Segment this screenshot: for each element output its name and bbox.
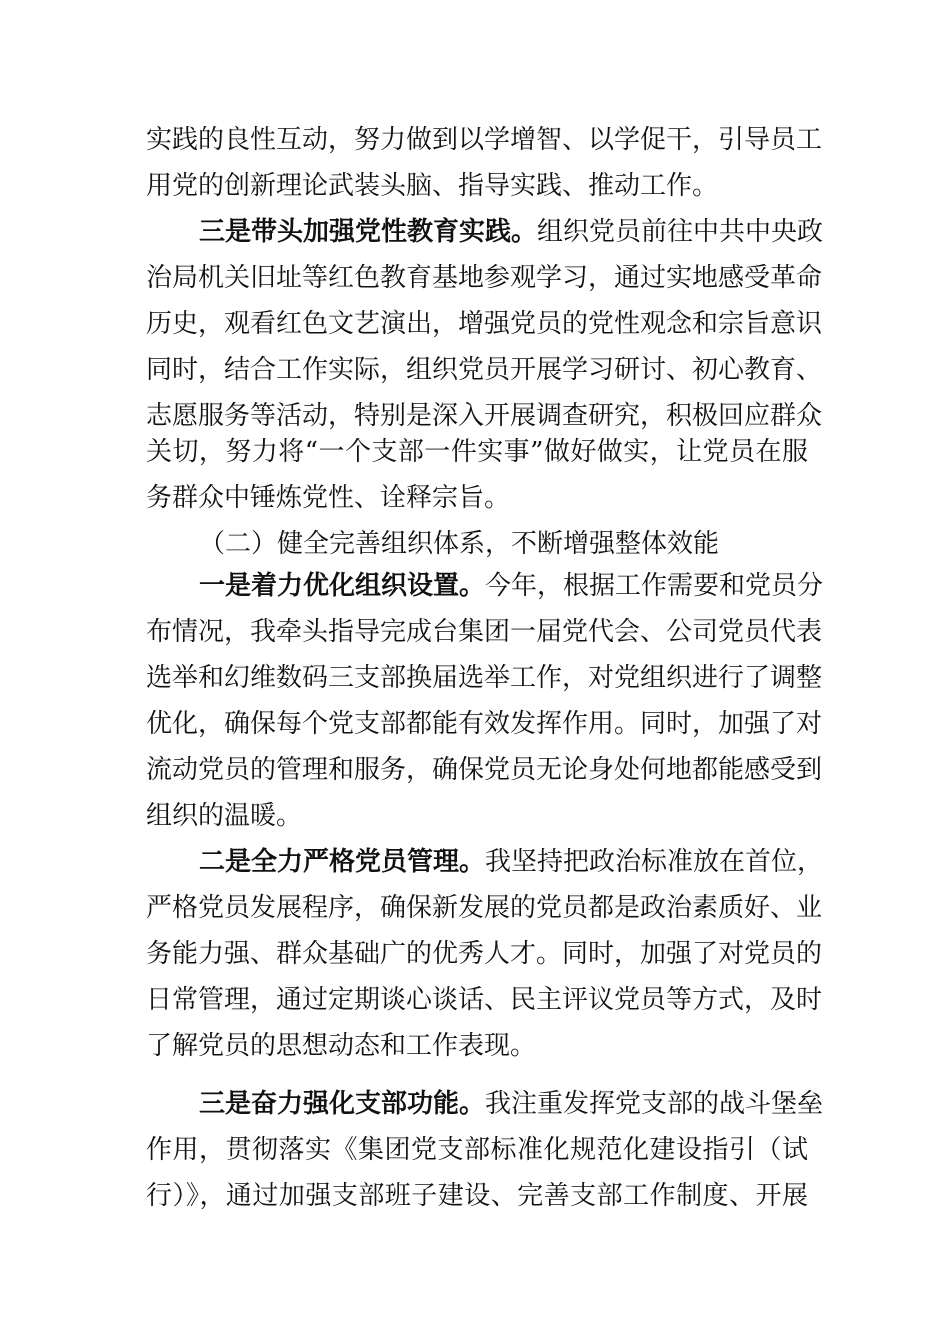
text-line: 实践的良性互动，努力做到以学增智、以学促干，引导员工 (146, 125, 823, 155)
text-line: 治局机关旧址等红色教育基地参观学习，通过实地感受革命 (146, 263, 823, 293)
text-line: 行）》，通过加强支部班子建设、完善支部工作制度、开展 (146, 1181, 808, 1211)
paragraph-lead-bold: 三是带头加强党性教育实践。 (199, 217, 538, 247)
text-line: 了解党员的思想动态和工作表现。 (146, 1031, 537, 1061)
text-line: 选举和幻维数码三支部换届选举工作，对党组织进行了调整 (146, 663, 823, 693)
text-line: 历史，观看红色文艺演出，增强党员的党性观念和宗旨意识 (146, 309, 823, 339)
text-line: 作用，贯彻落实《集团党支部标准化规范化建设指引（试 (146, 1135, 808, 1165)
text-run: 组织党员前往中共中央政 (537, 217, 824, 247)
text-line: 组织的温暖。 (146, 801, 303, 831)
text-line: 日常管理，通过定期谈心谈话、民主评议党员等方式，及时 (146, 985, 823, 1015)
text-line: 优化，确保每个党支部都能有效发挥作用。同时，加强了对 (146, 709, 823, 739)
text-run: 我注重发挥党支部的战斗堡垒 (485, 1089, 824, 1119)
paragraph-lead-bold: 三是奋力强化支部功能。 (199, 1089, 486, 1119)
paragraph-first-line (199, 566, 824, 606)
text-run: 今年，根据工作需要和党员分 (485, 571, 824, 601)
paragraph-first-line (199, 1084, 824, 1124)
text-line: 关切，努力将“一个支部一件实事”做好做实，让党员在服 (146, 437, 808, 467)
text-line: 严格党员发展程序，确保新发展的党员都是政治素质好、业 (146, 893, 823, 923)
text-line: 志愿服务等活动，特别是深入开展调查研究，积极回应群众 (146, 401, 823, 431)
paragraph-lead-bold: 一是着力优化组织设置。 (199, 571, 486, 601)
paragraph-first-line (199, 842, 824, 882)
text-line: 务群众中锤炼党性、诠释宗旨。 (146, 483, 511, 513)
text-line: 用党的创新理论武装头脑、指导实践、推动工作。 (146, 171, 719, 201)
section-heading: （二）健全完善组织体系，不断增强整体效能 (199, 529, 720, 559)
paragraph-first-line (199, 212, 824, 252)
text-line: 流动党员的管理和服务，确保党员无论身处何地都能感受到 (146, 755, 823, 785)
text-line: 同时，结合工作实际，组织党员开展学习研讨、初心教育、 (146, 355, 823, 385)
text-run: 我坚持把政治标准放在首位， (485, 847, 824, 877)
text-line: 务能力强、群众基础广的优秀人才。同时，加强了对党员的 (146, 939, 823, 969)
paragraph-lead-bold: 二是全力严格党员管理。 (199, 847, 486, 877)
text-line: 布情况，我牵头指导完成台集团一届党代会、公司党员代表 (146, 617, 823, 647)
